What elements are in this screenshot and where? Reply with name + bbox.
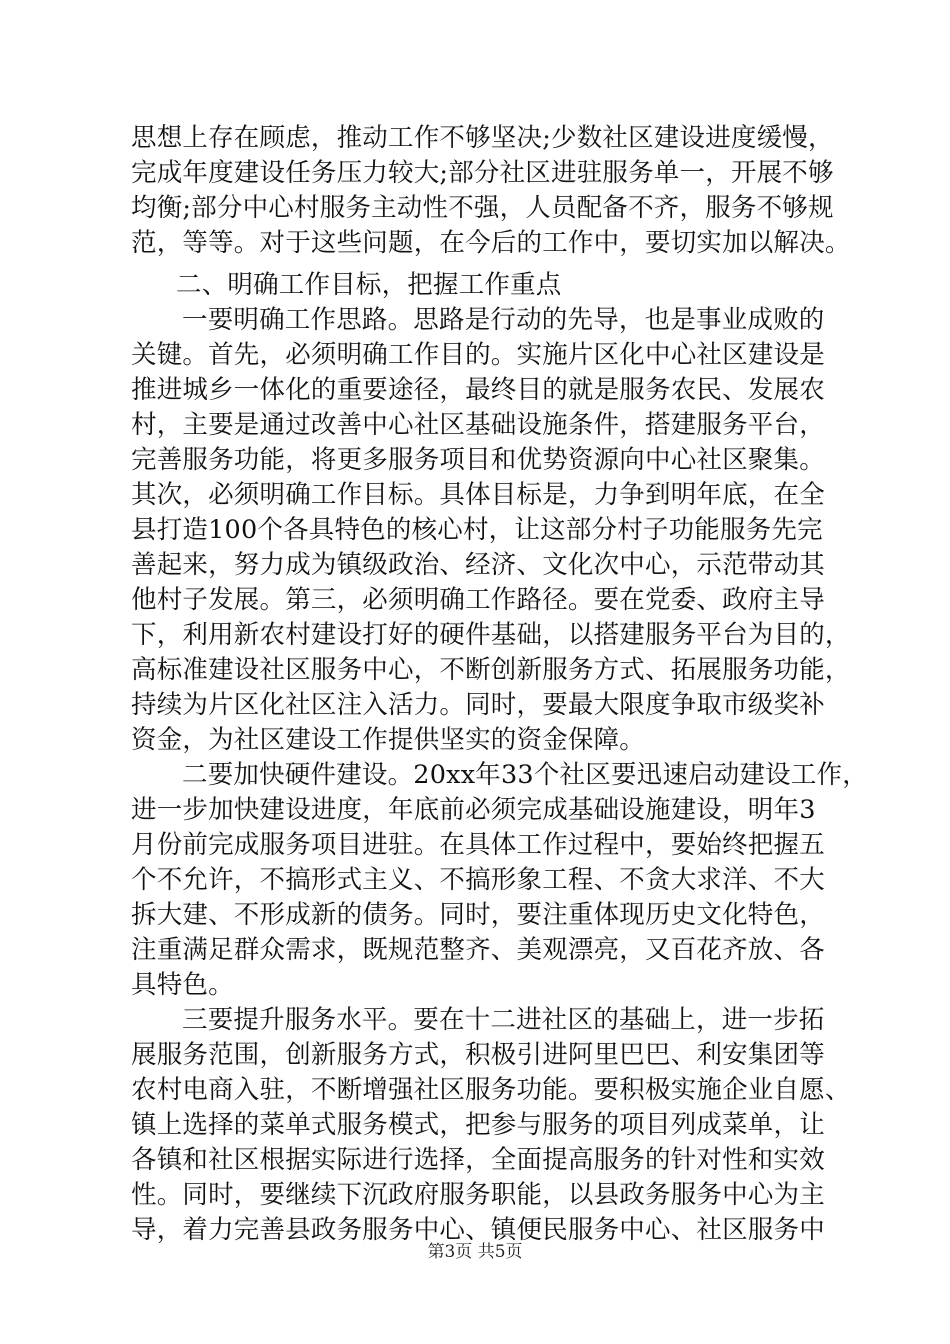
text-line: 下，利用新农村建设打好的硬件基础，以搭建服务平台为目的， (131, 620, 851, 650)
text-line: 三要提升服务水平。要在十二进社区的基础上，进一步拓 (182, 1005, 825, 1035)
text-line: 思想上存在顾虑，推动工作不够坚决;少数社区建设进度缓慢， (131, 123, 834, 153)
text-line: 拆大建、不形成新的债务。同时，要注重体现历史文化特色， (131, 900, 825, 930)
text-line: 镇上选择的菜单式服务模式，把参与服务的项目列成菜单，让 (131, 1110, 825, 1140)
text-line: 善起来，努力成为镇级政治、经济、文化次中心，示范带动其 (131, 550, 825, 580)
text-line: 一要明确工作思路。思路是行动的先导，也是事业成败的 (182, 305, 825, 335)
text-line: 持续为片区化社区注入活力。同时，要最大限度争取市级奖补 (131, 690, 825, 720)
text-line: 关键。首先，必须明确工作目的。实施片区化中心社区建设是 (131, 340, 825, 370)
text-line: 月份前完成服务项目进驻。在具体工作过程中，要始终把握五 (131, 830, 825, 860)
text-line: 高标准建设社区服务中心，不断创新服务方式、拓展服务功能， (131, 655, 851, 685)
text-line: 推进城乡一体化的重要途径，最终目的就是服务农民、发展农 (131, 375, 825, 405)
page-footer: 第3页 共5页 (427, 1242, 523, 1262)
text-line: 其次，必须明确工作目标。具体目标是，力争到明年底，在全 (131, 480, 825, 510)
text-line: 村，主要是通过改善中心社区基础设施条件，搭建服务平台， (131, 410, 825, 440)
text-line: 各镇和社区根据实际进行选择，全面提高服务的针对性和实效 (131, 1145, 825, 1175)
text-line: 范，等等。对于这些问题，在今后的工作中，要切实加以解决。 (131, 228, 851, 258)
text-line: 注重满足群众需求，既规范整齐、美观漂亮，又百花齐放、各 (131, 935, 825, 965)
text-line: 导，着力完善县政务服务中心、镇便民服务中心、社区服务中 (131, 1215, 825, 1245)
text-line: 性。同时，要继续下沉政府服务职能，以县政务服务中心为主 (131, 1180, 825, 1210)
text-line: 县打造100个各具特色的核心村，让这部分村子功能服务先完 (131, 515, 823, 545)
text-line: 完善服务功能，将更多服务项目和优势资源向中心社区聚集。 (131, 445, 825, 475)
text-line: 农村电商入驻，不断增强社区服务功能。要积极实施企业自愿、 (131, 1075, 851, 1105)
text-line: 二要加快硬件建设。20xx年33个社区要迅速启动建设工作， (182, 760, 868, 790)
text-line: 均衡;部分中心村服务主动性不强，人员配备不齐，服务不够规 (131, 193, 834, 223)
text-line: 完成年度建设任务压力较大;部分社区进驻服务单一，开展不够 (131, 158, 834, 188)
text-line: 具特色。 (131, 970, 234, 1000)
text-line: 个不允许，不搞形式主义、不搞形象工程、不贪大求洋、不大 (131, 865, 825, 895)
text-line: 他村子发展。第三，必须明确工作路径。要在党委、政府主导 (131, 585, 825, 615)
text-line: 资金，为社区建设工作提供坚实的资金保障。 (131, 725, 646, 755)
text-line: 展服务范围，创新服务方式，积极引进阿里巴巴、利安集团等 (131, 1040, 825, 1070)
text-line: 进一步加快建设进度，年底前必须完成基础设施建设，明年3 (131, 795, 816, 825)
section-heading: 二、明确工作目标，把握工作重点 (176, 270, 562, 300)
